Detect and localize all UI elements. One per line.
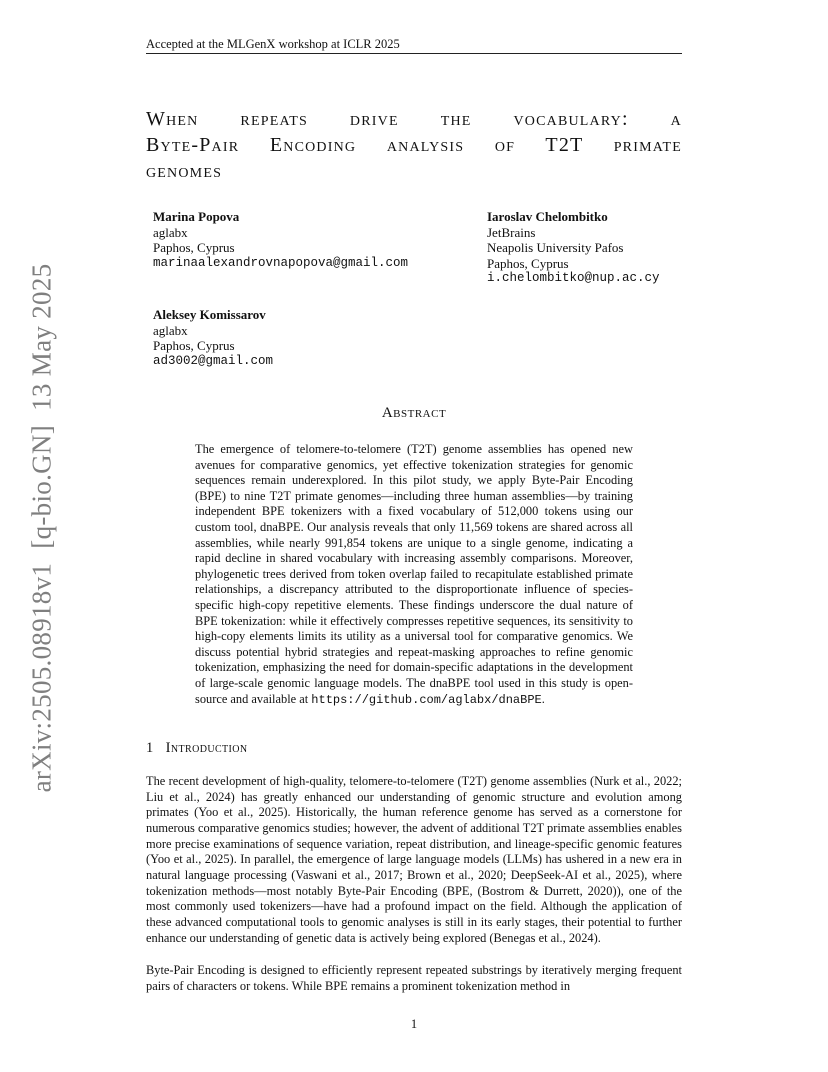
abstract-body-text: The emergence of telomere-to-telomere (T2T) genome assemblies has opened new avenues for comparative genomics, yet effective tokenization strategies for genomic sequences remain underexplored. In this pilot study, we apply Byte-Pair Encoding (BPE) to nine T2T primate genomes—including three human assemblies—by training independent BPE tokenizers with a fixed vocabulary of 512,000 tokens using our custom tool, dnaBPE. Our analysis reveals that only 11,569 tokens are shared across all assemblies, while nearly 991,854 tokens are unique to a single genome, indicating a rapid decline in shared vocabulary with increasing assembly comparisons. Moreover, phylogenetic trees derived from token overlap failed to recapitulate established primate relationships, a discrepancy attributed to the disproportionate influence of species-specific high-copy repetitive elements. These findings underscore the dual nature of BPE tokenization: while it effectively compresses repetitive sequences, its sensitivity to high-copy elements limits its utility as a universal tool for comparative genomics. We discuss potential hybrid strategies and repeat-masking approaches to refine genomic tokenization, emphasizing the need for domain-specific adaptations in the development of large-scale genomic language models. The dnaBPE tool used in this study is open-source and available at — [195, 442, 633, 706]
arxiv-identifier: arXiv:2505.08918v1 [q-bio.GN] 13 May 2025 — [26, 263, 57, 793]
author-location: Paphos, Cyprus — [487, 255, 569, 271]
author-block — [153, 209, 408, 271]
author-name: Iaroslav Chelombitko — [487, 209, 608, 224]
author-block — [153, 307, 273, 369]
author-email: marinaalexandrovnapopova@gmail.com — [153, 255, 409, 270]
author-affiliation: aglabx — [153, 224, 188, 240]
abstract-text — [195, 442, 633, 708]
section-title: Introduction — [165, 740, 248, 756]
abstract-url[interactable]: https://github.com/aglabx/dnaBPE — [311, 692, 542, 707]
author-affiliation: aglabx — [153, 322, 188, 338]
author-location: Paphos, Cyprus — [153, 240, 235, 255]
author-name: Aleksey Komissarov — [153, 307, 266, 322]
body-paragraph: Byte-Pair Encoding is designed to efficiently represent repeated substrings by iteratively merging frequent pairs of characters or tokens. While BPE remains a prominent tokenization method in — [146, 963, 682, 993]
author-email: i.chelombitko@nup.ac.cy — [487, 271, 660, 285]
header-rule — [146, 53, 682, 54]
body-paragraph: The recent development of high-quality, telomere-to-telomere (T2T) genome assemblies (Nurk et al., 2022; Liu et al., 2024) has greatly enhanced our understanding of genomic structure and evolution among primates (Yoo et al., 2025). Historically, the human reference genome has served as a cornerstone for numerous comparative genomics studies; however, the advent of additional T2T primate assemblies enables more precise examinations of sequence variation, repeat distribution, and lineage-specific genomic features (Yoo et al., 2025). In parallel, the emergence of large language models (LLMs) has ushered in a new era in natural language processing (Vaswani et al., 2017; Brown et al., 2020; DeepSeek-AI et al., 2025), where tokenization methods—most notably Byte-Pair Encoding (BPE, (Bostrom & Durrett, 2020)), one of the most commonly used tokenizers—have had a profound impact on the field. Although the application of these advanced computational tools to genomic analyses is still in its early stages, their potential to further enhance our understanding of genetic data is actively being explored (Benegas et al., 2024). — [146, 774, 682, 945]
abstract-period: . — [541, 691, 545, 706]
author-affiliation: JetBrains — [487, 224, 536, 240]
author-location: Paphos, Cyprus — [153, 338, 235, 353]
author-block — [487, 209, 660, 287]
author-name: Marina Popova — [153, 209, 240, 224]
abstract-heading: Abstract — [381, 405, 447, 421]
section-number: 1 — [146, 740, 154, 756]
section-heading — [146, 740, 248, 757]
page-number: 1 — [410, 1017, 418, 1031]
running-header: Accepted at the MLGenX workshop at ICLR 2025 — [146, 37, 400, 51]
author-email: ad3002@gmail.com — [153, 353, 274, 368]
author-institution: Neapolis University Pafos — [487, 240, 624, 255]
paper-title-line-1: When repeats drive the vocabulary: a — [146, 108, 682, 130]
paper-title-line-3: genomes — [146, 160, 223, 182]
paper-title-line-2: Byte-Pair Encoding analysis of T2T primate — [146, 134, 682, 156]
